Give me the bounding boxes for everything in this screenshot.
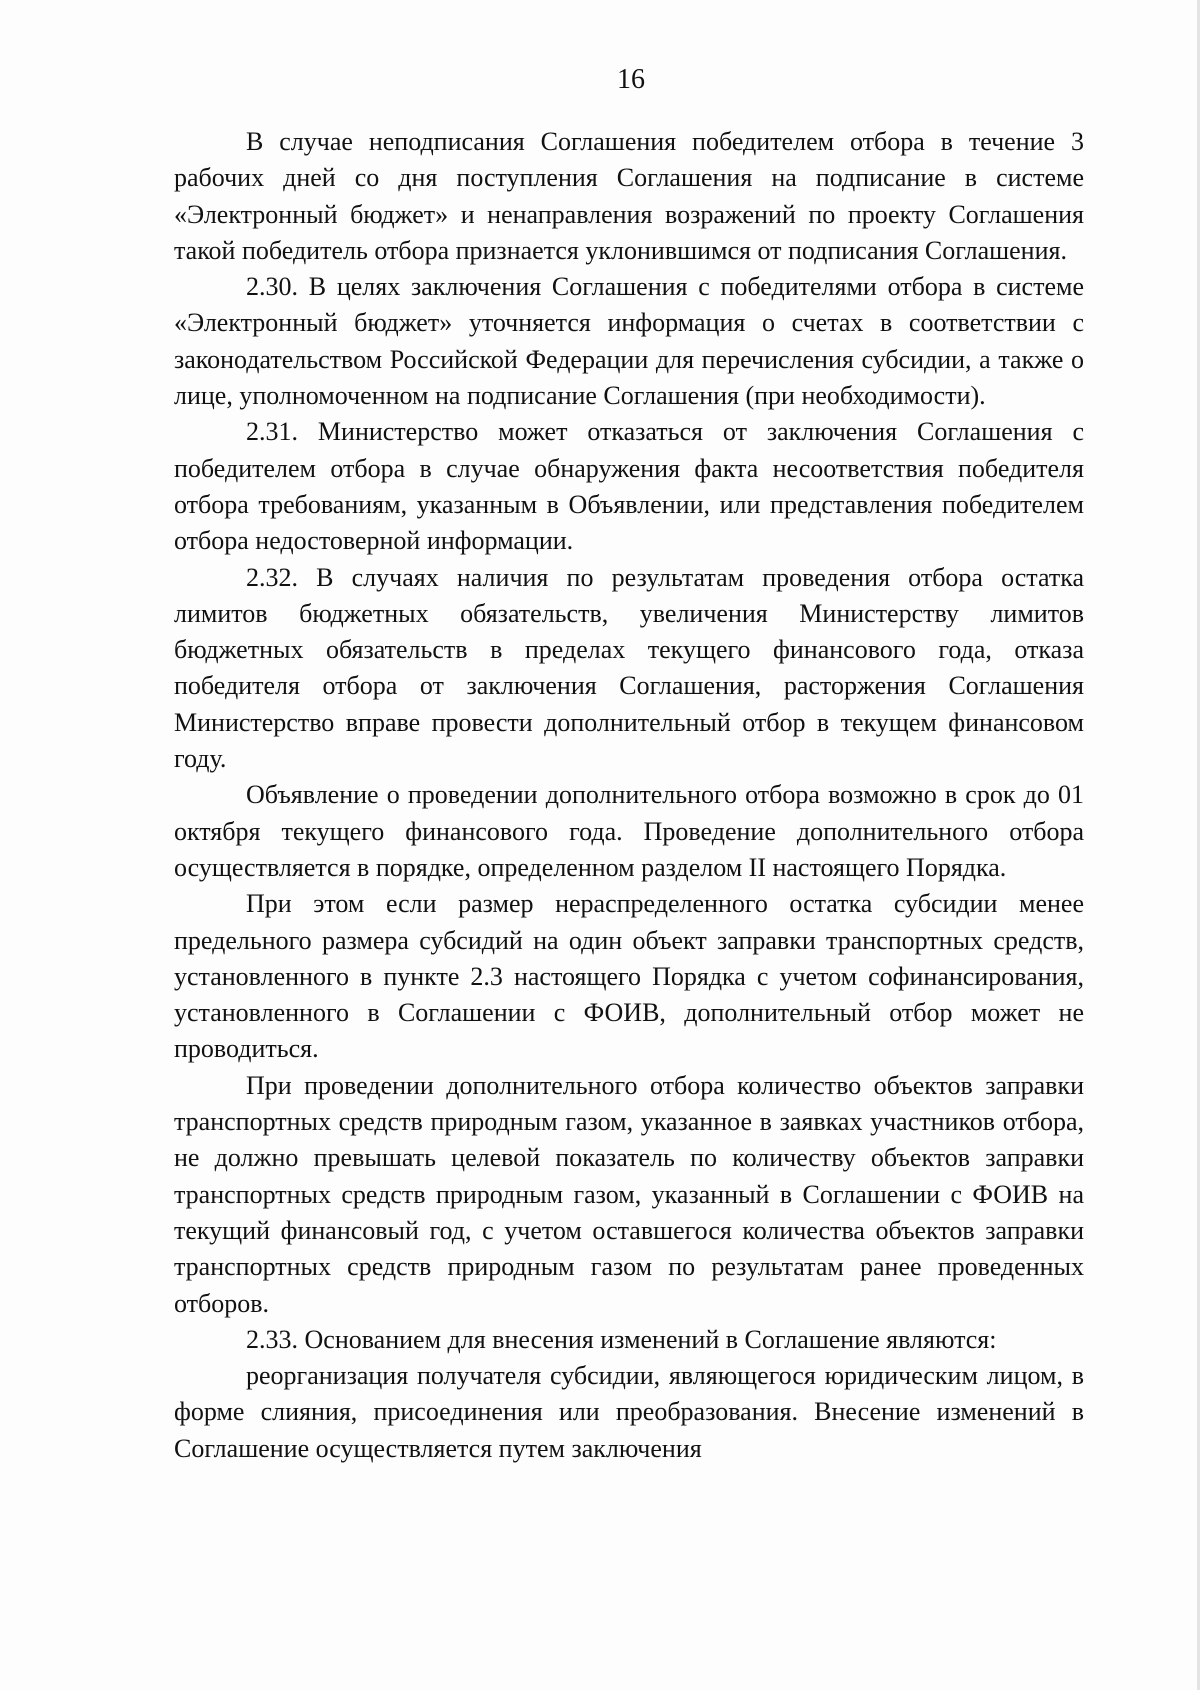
paragraph-2-30: 2.30. В целях заключения Соглашения с победителями отбора в системе «Электронный бюджет» уточняется информация о счетах в соответствии с законодательством Российской Федерации для перечисления субсидии, а также о лице, уполномоченном на подписание Соглашения (при необходимости).	[174, 272, 1084, 411]
paragraph-2-32: 2.32. В случаях наличия по результатам проведения отбора остатка лимитов бюджетных обязательств, увеличения Министерству лимитов бюджетных обязательств в пределах текущего финансового года, отказа победителя отбора от заключения Соглашения, расторжения Соглашения Министерство вправе провести дополнительный отбор в текущем финансовом году.	[174, 562, 1084, 774]
paragraph-refueling-objects-count: При проведении дополнительного отбора количество объектов заправки транспортных средств природным газом, указанное в заявках участников отбора, не должно превышать целевой показатель по количеству объектов заправки транспортных средств природным газом, указанный в Соглашении с ФОИВ на текущий финансовый год, с учетом оставшегося количества объектов заправки транспортных средств природным газом по результатам ранее проведенных отборов.	[174, 1070, 1084, 1318]
paragraph-remaining-subsidy: При этом если размер нераспределенного остатка субсидии менее предельного размера субсидий на один объект заправки транспортных средств, установленного в пункте 2.3 настоящего Порядка с учетом софинансирования, установленного в Соглашении с ФОИВ, дополнительный отбор может не проводиться.	[174, 889, 1084, 1064]
paragraph-2-33: 2.33. Основанием для внесения изменений в Соглашение являются:	[246, 1324, 997, 1354]
document-body	[174, 124, 1084, 1467]
paragraph-additional-selection-announcement: Объявление о проведении дополнительного отбора возможно в срок до 01 октября текущего финансового года. Проведение дополнительного отбора осуществляется в порядке, определенном разделом II настоящего Порядка.	[174, 780, 1084, 882]
page-number: 16	[617, 64, 645, 95]
paragraph-unsigned-agreement: В случае неподписания Соглашения победителем отбора в течение 3 рабочих дней со дня поступления Соглашения на подписание в системе «Электронный бюджет» и ненаправления возражений по проекту Соглашения такой победитель отбора признается уклонившимся от подписания Соглашения.	[174, 127, 1084, 265]
paragraph-reorganization: реорганизация получателя субсидии, являющегося юридическим лицом, в форме слияния, присоединения или преобразования. Внесение изменений в Соглашение осуществляется путем заключения	[174, 1361, 1084, 1463]
paragraph-2-31: 2.31. Министерство может отказаться от заключения Соглашения с победителем отбора в случае обнаружения факта несоответствия победителя отбора требованиям, указанным в Объявлении, или представления победителем отбора недостоверной информации.	[174, 417, 1084, 556]
